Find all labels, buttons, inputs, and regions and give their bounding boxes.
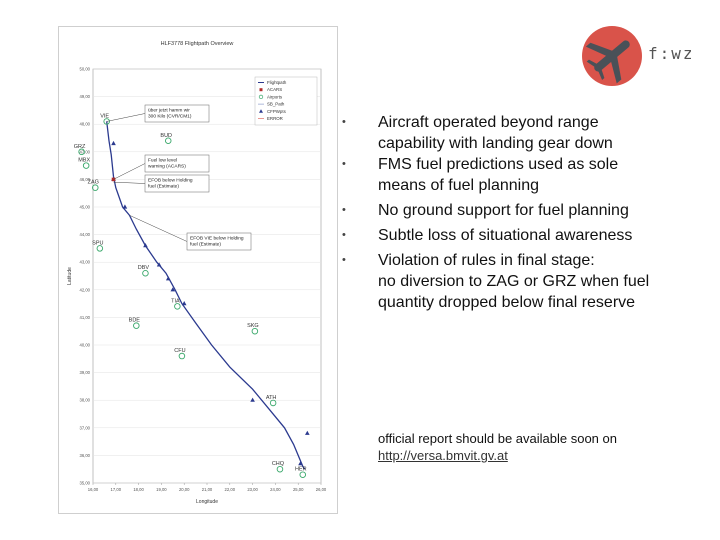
x-tick-label: 23,00 (247, 487, 258, 492)
report-note (378, 430, 617, 464)
y-tick-label: 46,00 (79, 176, 90, 182)
y-tick-label: 47,00 (79, 149, 90, 155)
fwz-logo (580, 24, 710, 88)
annotation-text: über jetzt hamm wir (148, 108, 190, 114)
legend-entry: SB_Path (267, 101, 285, 107)
airport-label: HER (294, 466, 307, 473)
annotation-leader (114, 182, 145, 183)
bullet-marker: • (342, 229, 346, 241)
y-tick-label: 43,00 (79, 259, 90, 265)
airport-label: DBV (137, 265, 150, 272)
y-tick-label: 50,00 (79, 66, 90, 72)
annotation-leader (129, 215, 187, 241)
y-tick-label: 36,00 (79, 452, 90, 458)
bullet-item (342, 112, 698, 154)
airport-marker (134, 323, 140, 329)
report-link[interactable]: http://versa.bmvit.gv.at (378, 448, 508, 463)
bullet-item (342, 225, 698, 246)
airport-marker (92, 185, 98, 191)
y-tick-label: 37,00 (79, 425, 90, 431)
y-tick-label: 35,00 (79, 480, 90, 486)
waypoint-marker (182, 301, 187, 305)
airport-marker (179, 353, 185, 359)
acars-marker (112, 178, 116, 182)
summary-bullets (342, 112, 698, 313)
bullet-marker: • (342, 116, 346, 128)
legend-entry: CFPWpts (267, 108, 286, 114)
flightpath-line (107, 121, 305, 469)
airport-label: TIA (171, 298, 180, 305)
x-tick-label: 26,00 (315, 487, 327, 492)
annotation-leader (114, 164, 145, 180)
x-tick-label: 16,00 (87, 487, 99, 492)
bullet-line: no diversion to ZAG or GRZ when fuel (378, 273, 650, 290)
bullet-marker: • (342, 158, 346, 170)
waypoint-marker (305, 431, 310, 435)
x-tick-label: 17,00 (110, 487, 122, 492)
airport-label: SKG (247, 323, 259, 330)
bullet-item (342, 200, 698, 221)
chart-canvas (59, 27, 337, 513)
x-tick-label: 18,00 (133, 487, 144, 492)
airport-marker (83, 163, 89, 169)
legend-entry: ACARS (267, 87, 283, 93)
legend-swatch (260, 88, 263, 91)
bullet-line: Violation of rules in final stage: (378, 252, 595, 269)
airport-label: VIE (100, 113, 110, 120)
flightpath-chart (58, 26, 338, 514)
annotation-text: 300 Kilo (CVR/CM1) (148, 114, 192, 120)
bullet-line: capability with landing gear down (378, 135, 613, 152)
legend-entry: Airports (267, 94, 283, 100)
legend-entry: Flightpath (267, 80, 287, 85)
y-tick-label: 40,00 (79, 342, 90, 348)
airport-marker (277, 466, 283, 472)
report-note-text: official report should be available soon on (378, 431, 617, 446)
airport-marker (252, 328, 258, 334)
chart-title: HLF3778 Flightpath Overview (160, 41, 234, 47)
annotation-leader (107, 114, 145, 122)
bullet-marker: • (342, 254, 346, 266)
x-tick-label: 24,00 (270, 487, 281, 492)
waypoint-marker (123, 204, 128, 208)
airport-marker (97, 246, 103, 252)
bullet-line: No ground support for fuel planning (378, 202, 629, 219)
y-tick-label: 44,00 (79, 232, 90, 238)
annotation-text: Fuel low level (148, 158, 178, 164)
airport-label: BDE (128, 317, 140, 324)
annotation-text: fuel (Estimate) (148, 184, 179, 190)
y-tick-label: 42,00 (79, 287, 90, 293)
bullet-line: Aircraft operated beyond range (378, 114, 599, 131)
bullet-line: quantity dropped below final reserve (378, 294, 636, 311)
airplane-icon (582, 26, 642, 86)
bullet-item (342, 154, 698, 196)
bullet-marker: • (342, 204, 346, 216)
annotation-text: fuel (Estimate) (190, 242, 221, 248)
y-tick-label: 48,00 (79, 121, 90, 127)
airport-marker (165, 138, 171, 144)
airport-marker (270, 400, 276, 406)
x-axis-label: Longitude (196, 499, 218, 505)
logo-text: f:wz (648, 44, 695, 63)
y-tick-label: 49,00 (79, 94, 90, 100)
y-tick-label: 38,00 (79, 397, 90, 403)
airport-label: CHQ (271, 461, 285, 468)
airport-marker (300, 472, 306, 478)
airport-label: SPU (92, 240, 104, 247)
airport-label: ZAG (87, 179, 99, 186)
annotation-text: EFOB VIE below Holding (190, 236, 244, 242)
airport-label: MBX (78, 157, 91, 164)
airport-label: GRZ (73, 143, 86, 150)
y-tick-label: 41,00 (79, 314, 90, 320)
bullet-line: FMS fuel predictions used as sole (378, 156, 619, 173)
airport-label: ATH (265, 394, 277, 401)
annotation-text: EFOB below Holding (148, 178, 193, 184)
bullet-line: means of fuel planning (378, 177, 539, 194)
x-tick-label: 22,00 (224, 487, 236, 492)
waypoint-marker (166, 276, 171, 280)
airport-label: CFU (174, 348, 186, 355)
waypoint-marker (111, 141, 116, 145)
legend-entry: ERROR (267, 116, 283, 121)
x-tick-label: 21,00 (201, 487, 213, 492)
airport-marker (175, 304, 181, 310)
bullet-line: Subtle loss of situational awareness (378, 227, 633, 244)
bullet-item (342, 250, 698, 313)
y-tick-label: 39,00 (79, 370, 90, 376)
x-tick-label: 25,00 (292, 487, 304, 492)
plot-frame (93, 69, 321, 483)
x-tick-label: 20,00 (178, 487, 190, 492)
airport-label: BUD (160, 132, 173, 139)
airport-marker (143, 270, 149, 276)
x-tick-label: 19,00 (156, 487, 167, 492)
annotation-text: warning (ACARS) (148, 164, 186, 170)
waypoint-marker (250, 398, 255, 402)
y-axis-label: Latitude (67, 267, 73, 285)
y-tick-label: 45,00 (79, 204, 90, 210)
